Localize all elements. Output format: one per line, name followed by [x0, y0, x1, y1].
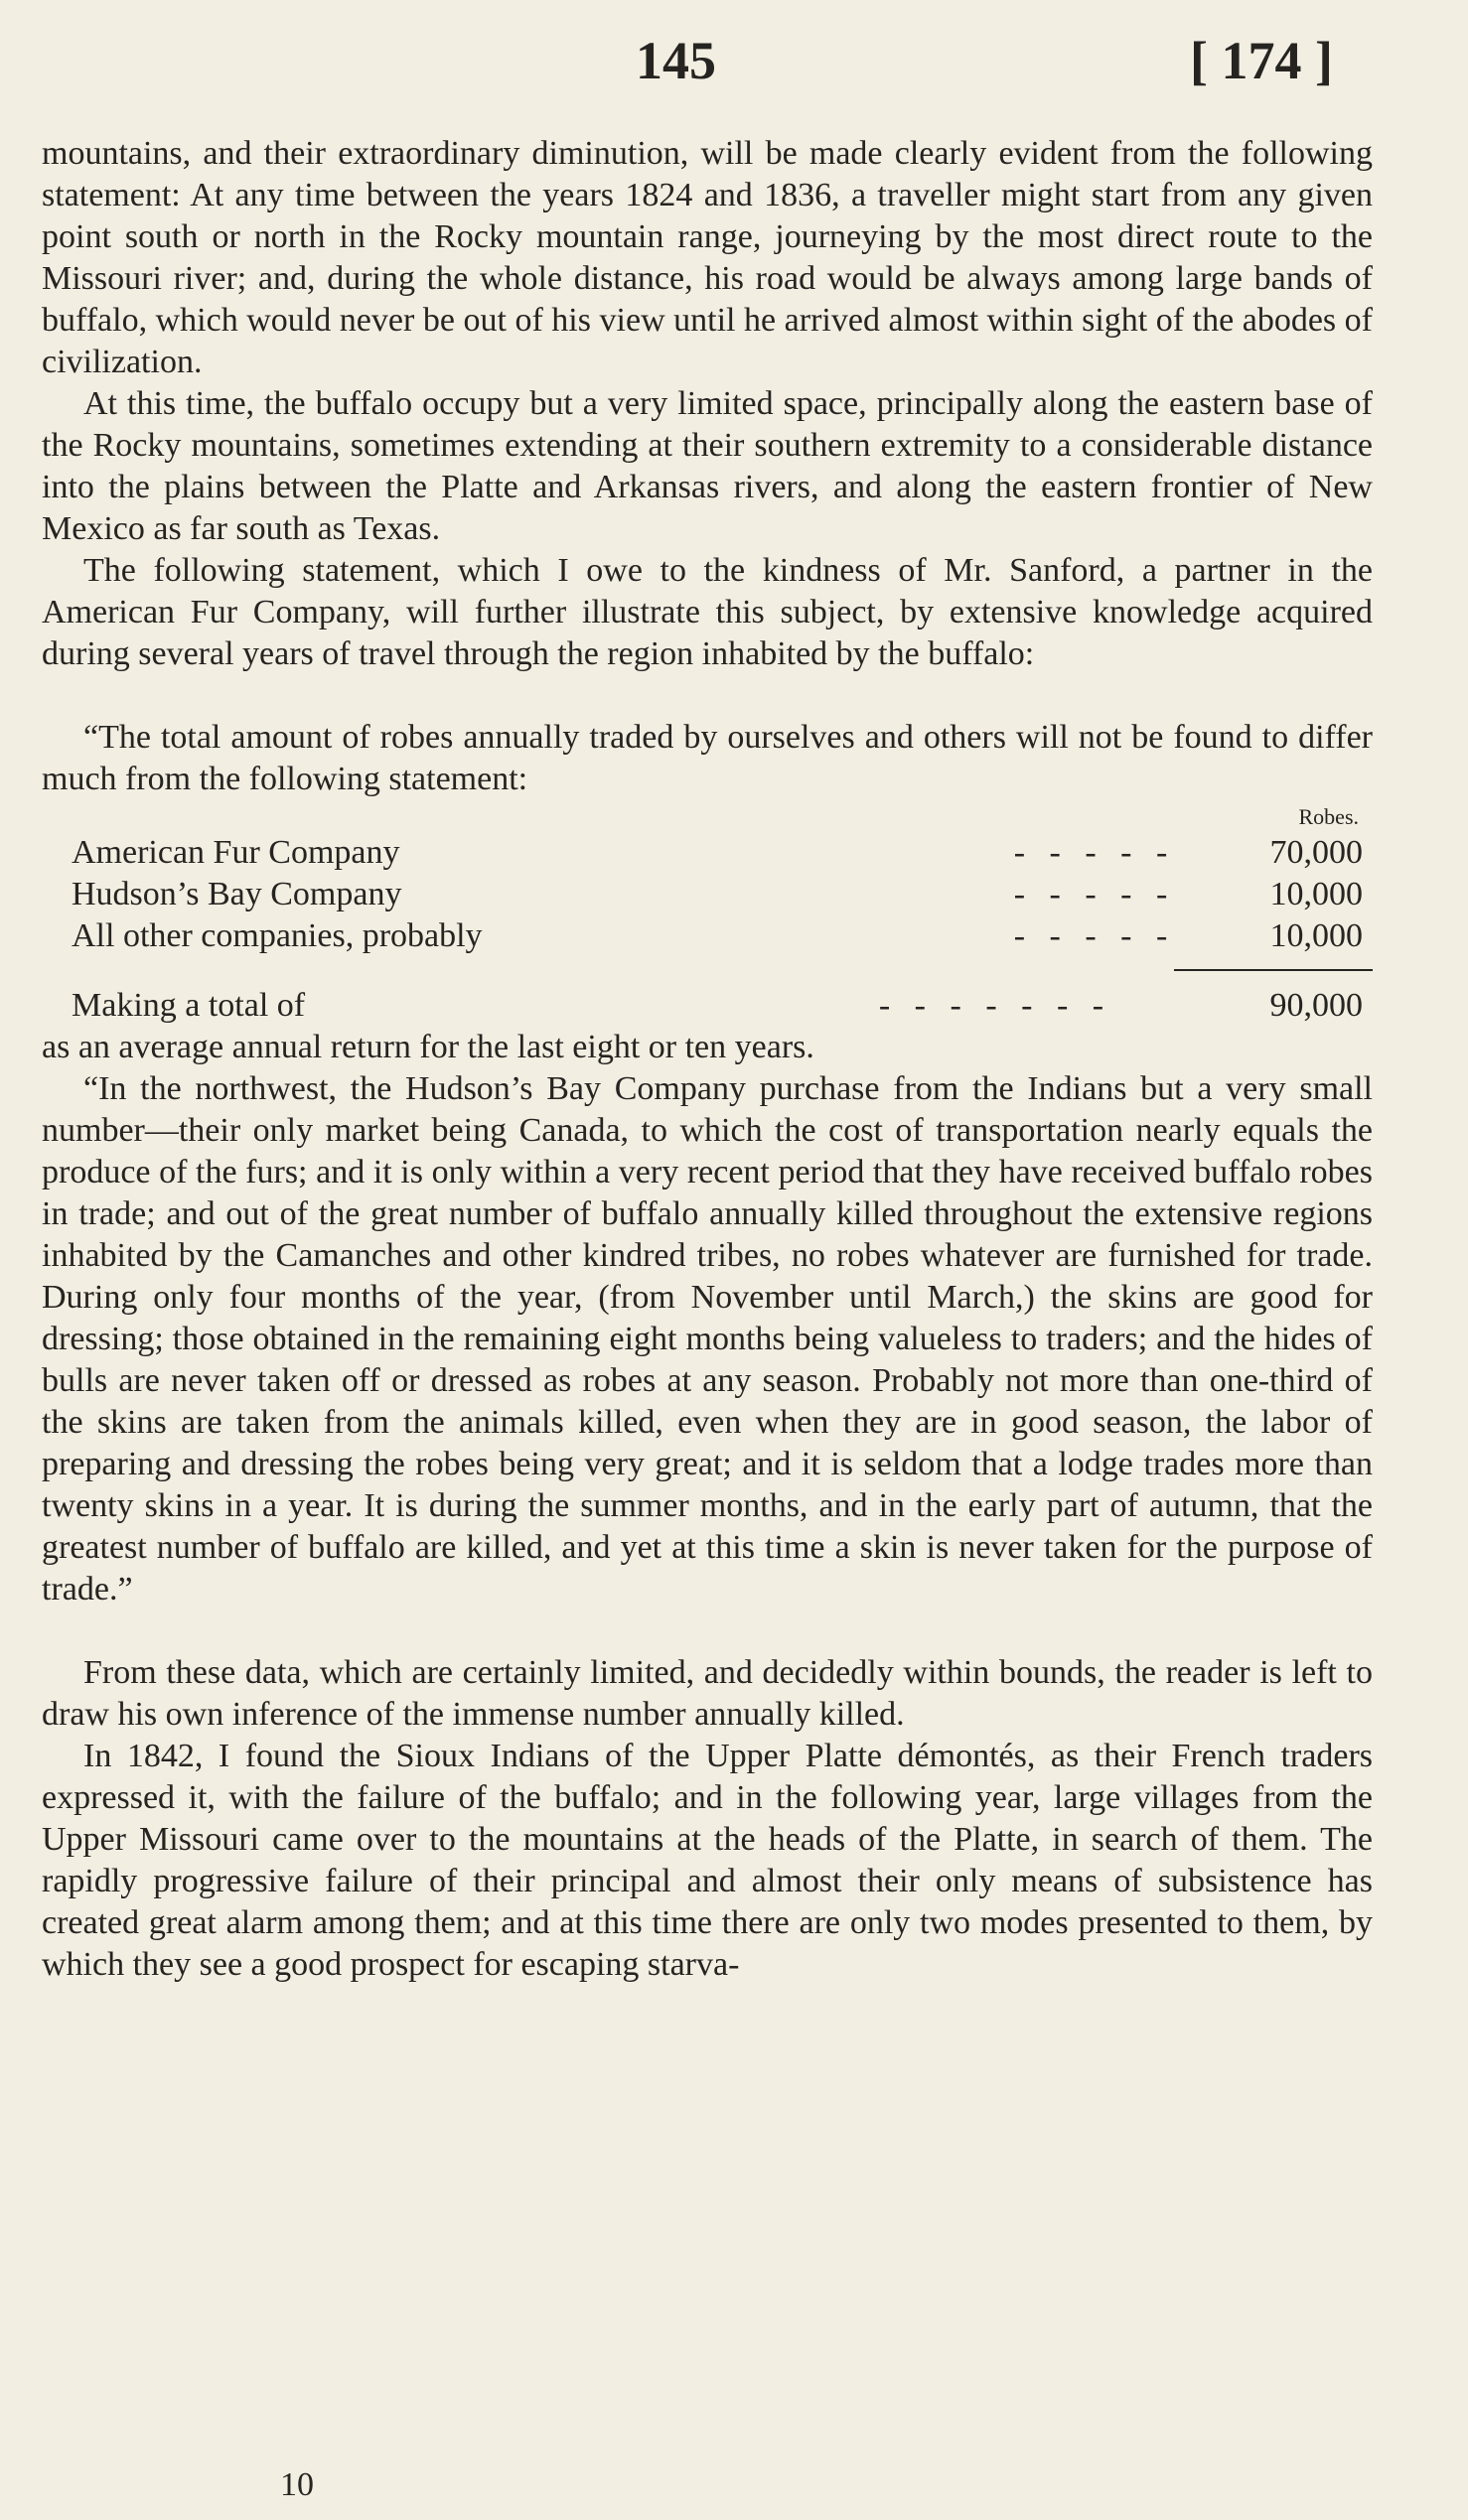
body-text: [42, 133, 1373, 1986]
page-header: [0, 20, 1468, 99]
paragraph: In 1842, I found the Sioux Indians of the Upper Platte démontés, as their French traders expressed it, with the failure of the buffalo; and in the following year, large villages from the Upper Missouri came over to the mountains at the heads of the Platte, in search of them. The rapidly progressive failure of their principal and almost their only means of subsistence has created great alarm among them; and at this time there are only two modes presented to them, by which they see a good prospect for escaping starva-: [42, 1738, 1373, 1983]
page-number: 145: [636, 31, 716, 90]
paragraph: “The total amount of robes annually traded by ourselves and others will not be found to differ much from the following statement:: [42, 719, 1373, 797]
signature-mark: 10: [280, 2466, 314, 2503]
paragraph: The following statement, which I owe to the kindness of Mr. Sanford, a partner in the American Fur Company, will further illustrate this subject, by extensive knowledge acquired during several years of travel through the region inhabited by the buffalo:: [42, 552, 1373, 672]
paragraph: From these data, which are certainly limited, and decidedly within bounds, the reader is left to draw his own inference of the immense number annually killed.: [42, 1654, 1373, 1733]
paragraph: as an average annual return for the last eight or ten years.: [42, 1029, 814, 1065]
paragraph: “In the northwest, the Hudson’s Bay Company purchase from the Indians but a very small number—their only market being Canada, to which the cost of transportation nearly equals the produce of the furs; and it is only within a very recent period that they have received buffalo robes in trade; and out of the great number of buffalo annually killed throughout the extensive regions inhabited by the Camanches and other kindred tribes, no robes whatever are furnished for trade. During only four months of the year, (from November until March,) the skins are good for dressing; those obtained in the remaining eight months being valueless to traders; and the hides of bulls are never taken off or dressed as robes at any season. Probably not more than one-third of the skins are taken from the animals killed, even when they are in good season, the labor of preparing and dressing the robes being very great; and it is seldom that a lodge trades more than twenty skins in a year. It is during the summer months, and in the early part of autumn, that the greatest number of buffalo are killed, and yet at this time a skin is never taken for the purpose of trade.”: [42, 1070, 1373, 1608]
row-dashes: - - - - -: [1013, 834, 1176, 871]
row-value: 10,000: [1269, 876, 1363, 912]
paragraph: At this time, the buffalo occupy but a very limited space, principally along the eastern base of the Rocky mountains, sometimes extending at their southern extremity to a considerable distance into the plains between the Platte and Arkansas rivers, and along the eastern frontier of New Mexico as far south as Texas.: [42, 385, 1373, 547]
row-value: 70,000: [1269, 834, 1363, 871]
row-name: American Fur Company: [72, 834, 400, 871]
row-dashes: - - - - -: [1013, 876, 1176, 912]
robes-table: [42, 802, 1373, 1027]
table-row: [42, 832, 1373, 874]
paragraph: mountains, and their extraordinary diminution, will be made clearly evident from the following statement: At any time between the years 1824 and 1836, a traveller might start from any given point south or north in the Rocky mountain range, journeying by the most direct route to the Missouri river; and, during the whole distance, his road would be always among large bands of buffalo, which would never be out of his view until he arrived almost within sight of the abodes of civilization.: [42, 135, 1373, 380]
bracket-page-number: [ 174 ]: [1190, 31, 1333, 90]
total-value: 90,000: [1269, 987, 1363, 1024]
sum-rule: [1174, 969, 1373, 971]
table-row: [42, 915, 1373, 957]
table-total-row: [42, 985, 1373, 1027]
row-value: 10,000: [1269, 917, 1363, 954]
total-name: Making a total of: [72, 987, 306, 1024]
row-dashes: - - - - -: [1013, 917, 1176, 954]
table-column-header: Robes.: [1298, 804, 1359, 829]
row-name: Hudson’s Bay Company: [72, 876, 402, 912]
total-dashes: - - - - - - -: [878, 987, 1112, 1024]
table-row: [42, 874, 1373, 915]
row-name: All other companies, probably: [72, 917, 483, 954]
